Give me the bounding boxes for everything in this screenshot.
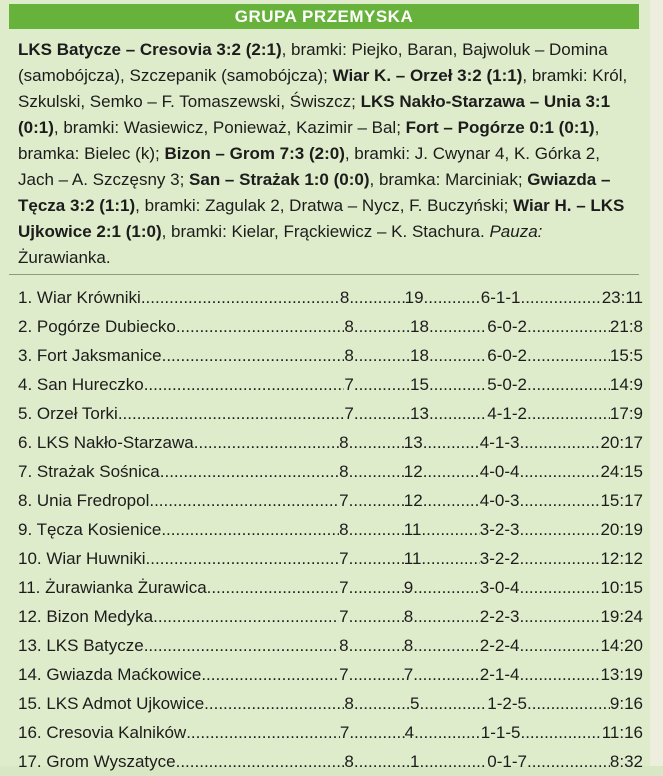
leader-dots — [520, 718, 601, 747]
table-row — [18, 544, 643, 573]
leader-dots — [413, 660, 480, 689]
matches-played: 8 — [344, 346, 354, 365]
leader-dots — [519, 428, 600, 457]
goals: 20:19 — [600, 520, 643, 539]
table-row — [18, 486, 643, 515]
leader-dots — [204, 689, 344, 718]
leader-dots — [149, 486, 339, 515]
leader-dots — [421, 515, 479, 544]
win-draw-loss: 2-2-3 — [479, 607, 520, 626]
scorers-text: , bramki: Wasiewicz, Ponieważ, Kazimir – Bal; — [53, 118, 406, 137]
scorers-text: , bramki: J. Cwynar 4, K. Górka 2, Jach – A. Szczęsny 3; — [18, 144, 600, 189]
leader-dots — [519, 457, 600, 486]
win-draw-loss: 6-1-1 — [480, 288, 521, 307]
leader-dots — [413, 631, 480, 660]
leader-dots — [201, 660, 339, 689]
matches-played: 7 — [344, 404, 354, 423]
win-draw-loss: 6-0-2 — [487, 317, 527, 336]
leader-dots — [354, 689, 410, 718]
goals: 19:24 — [600, 607, 643, 626]
team-name: 4. San Hureczko — [18, 375, 144, 394]
match-score: Wiar K. – Orzeł 3:2 (1:1) — [332, 66, 523, 85]
goals: 21:8 — [609, 317, 643, 336]
leader-dots — [161, 515, 339, 544]
team-name: 5. Orzeł Torki — [18, 404, 118, 423]
leader-dots — [354, 341, 410, 370]
leader-dots — [429, 341, 487, 370]
matches-played: 7 — [339, 607, 349, 626]
leader-dots — [146, 544, 340, 573]
leader-dots — [527, 689, 610, 718]
matches-played: 8 — [339, 288, 350, 307]
leader-dots — [349, 660, 404, 689]
table-row — [18, 718, 643, 747]
team-name: 10. Wiar Huwniki — [18, 549, 146, 568]
points: 8 — [403, 607, 414, 626]
goals: 8:32 — [609, 752, 643, 771]
leader-dots — [176, 312, 345, 341]
table-row — [18, 312, 643, 341]
scorers-text: , bramka: Bielec (k); — [18, 118, 600, 163]
leader-dots — [194, 428, 339, 457]
leader-dots — [519, 631, 600, 660]
page-edge — [650, 0, 663, 766]
points: 5 — [410, 694, 420, 713]
points: 18 — [410, 346, 429, 365]
goals: 14:20 — [600, 636, 643, 655]
win-draw-loss: 4-1-3 — [479, 433, 520, 452]
win-draw-loss: 1-2-5 — [487, 694, 527, 713]
matches-played: 7 — [344, 375, 354, 394]
scorers-text: , bramki: Kielar, Frąckiewicz – K. Stachura. — [161, 222, 490, 241]
leader-dots — [349, 602, 404, 631]
matches-played: 7 — [339, 665, 349, 684]
leader-dots — [413, 573, 480, 602]
table-row — [18, 689, 643, 718]
team-name: 3. Fort Jaksmanice — [18, 346, 162, 365]
match-score: Fort – Pogórze 0:1 (0:1) — [405, 118, 595, 137]
team-name: 11. Żurawianka Żurawica — [18, 578, 207, 597]
table-row — [18, 631, 643, 660]
match-score: LKS Nakło-Starzawa – Unia 3:1 (0:1) — [18, 92, 611, 137]
table-row — [18, 399, 643, 428]
leader-dots — [144, 370, 345, 399]
leader-dots — [354, 399, 410, 428]
points: 7 — [403, 665, 414, 684]
goals: 15:17 — [600, 491, 643, 510]
leader-dots — [527, 399, 610, 428]
leader-dots — [421, 544, 479, 573]
leader-dots — [349, 457, 404, 486]
win-draw-loss: 3-2-2 — [479, 549, 520, 568]
goals: 24:15 — [600, 462, 643, 481]
leader-dots — [527, 747, 610, 776]
goals: 11:16 — [601, 723, 643, 742]
leader-dots — [520, 283, 601, 312]
points: 11 — [403, 549, 422, 568]
points: 9 — [403, 578, 414, 597]
scorers-text: , bramki: Król, Szkulski, Semko – F. Tomaszewski, Świszcz; — [18, 66, 628, 111]
leader-dots — [423, 486, 480, 515]
leader-dots — [519, 544, 600, 573]
matches-played: 7 — [339, 549, 349, 568]
leader-dots — [349, 718, 404, 747]
win-draw-loss: 2-2-4 — [479, 636, 520, 655]
team-name: 6. LKS Nakło-Starzawa — [18, 433, 194, 452]
leader-dots — [176, 747, 345, 776]
leader-dots — [429, 370, 487, 399]
win-draw-loss: 2-1-4 — [479, 665, 520, 684]
points: 13 — [410, 404, 429, 423]
points: 11 — [403, 520, 422, 539]
leader-dots — [519, 486, 600, 515]
points: 4 — [404, 723, 415, 742]
table-row — [18, 428, 643, 457]
leader-dots — [153, 602, 339, 631]
table-row — [18, 602, 643, 631]
team-name: 12. Bizon Medyka — [18, 607, 154, 626]
matches-played: 8 — [339, 433, 349, 452]
win-draw-loss: 3-2-3 — [479, 520, 520, 539]
leader-dots — [519, 660, 600, 689]
scorers-text: Żurawianka. — [18, 248, 111, 267]
leader-dots — [420, 747, 488, 776]
goals: 12:12 — [600, 549, 643, 568]
points: 13 — [403, 433, 423, 452]
goals: 20:17 — [600, 433, 643, 452]
leader-dots — [423, 457, 480, 486]
leader-dots — [349, 515, 404, 544]
team-name: 9. Tęcza Kosienice — [18, 520, 162, 539]
win-draw-loss: 4-0-4 — [479, 462, 520, 481]
leader-dots — [162, 341, 345, 370]
leader-dots — [519, 602, 600, 631]
matches-played: 8 — [339, 520, 349, 539]
leader-dots — [160, 457, 339, 486]
win-draw-loss: 0-1-7 — [487, 752, 527, 771]
table-row — [18, 457, 643, 486]
goals: 17:9 — [609, 404, 643, 423]
match-score: LKS Batycze – Cresovia 3:2 (2:1) — [18, 40, 282, 59]
matches-played: 8 — [344, 752, 354, 771]
leader-dots — [144, 631, 339, 660]
scorers-text: , bramki: Piejko, Baran, Bajwoluk – Domina (samobójcza), Szczepanik (samobójcza); — [18, 40, 608, 85]
matches-played: 8 — [344, 317, 354, 336]
win-draw-loss: 6-0-2 — [487, 346, 527, 365]
matches-played: 7 — [339, 491, 349, 510]
match-score: Gwiazda – Tęcza 3:2 (1:1) — [18, 170, 611, 215]
matches-played: 7 — [339, 723, 350, 742]
win-draw-loss: 4-1-2 — [487, 404, 527, 423]
team-name: 8. Unia Fredropol — [18, 491, 150, 510]
leader-dots — [413, 602, 480, 631]
match-score: Bizon – Grom 7:3 (2:0) — [164, 144, 345, 163]
goals: 14:9 — [609, 375, 643, 394]
points: 12 — [403, 491, 423, 510]
pause-label: Pauza: — [489, 222, 543, 241]
leader-dots — [423, 428, 480, 457]
section-header: GRUPA PRZEMYSKA — [9, 4, 639, 29]
table-row — [18, 747, 643, 776]
leader-dots — [186, 718, 340, 747]
leader-dots — [519, 573, 600, 602]
goals: 10:15 — [600, 578, 643, 597]
leader-dots — [354, 312, 410, 341]
leader-dots — [414, 718, 481, 747]
points: 19 — [404, 288, 424, 307]
leader-dots — [118, 399, 345, 428]
table-row — [18, 515, 643, 544]
scorers-text: , bramki: Zagulak 2, Dratwa – Nycz, F. Buczyński; — [135, 196, 514, 215]
team-name: 16. Cresovia Kalników — [18, 723, 187, 742]
matches-played: 8 — [339, 636, 349, 655]
divider — [9, 274, 639, 275]
points: 18 — [410, 317, 429, 336]
leader-dots — [354, 747, 410, 776]
team-name: 14. Gwiazda Maćkowice — [18, 665, 202, 684]
leader-dots — [349, 631, 404, 660]
table-row — [18, 341, 643, 370]
match-score: San – Strażak 1:0 (0:0) — [189, 170, 370, 189]
matches-played: 8 — [344, 694, 354, 713]
leader-dots — [527, 341, 610, 370]
leader-dots — [429, 399, 487, 428]
leader-dots — [349, 544, 404, 573]
goals: 15:5 — [609, 346, 643, 365]
goals: 9:16 — [609, 694, 643, 713]
standings-table — [18, 283, 643, 776]
matches-played: 7 — [339, 578, 349, 597]
leader-dots — [527, 312, 610, 341]
goals: 23:11 — [601, 288, 643, 307]
leader-dots — [424, 283, 481, 312]
team-name: 15. LKS Admot Ujkowice — [18, 694, 205, 713]
points: 12 — [403, 462, 423, 481]
goals: 13:19 — [600, 665, 643, 684]
leader-dots — [349, 283, 404, 312]
leader-dots — [420, 689, 488, 718]
win-draw-loss: 5-0-2 — [487, 375, 527, 394]
table-row — [18, 283, 643, 312]
win-draw-loss: 4-0-3 — [479, 491, 520, 510]
leader-dots — [349, 486, 404, 515]
match-results-text — [18, 37, 636, 271]
leader-dots — [141, 283, 340, 312]
points: 8 — [403, 636, 414, 655]
table-row — [18, 573, 643, 602]
leader-dots — [349, 428, 404, 457]
leader-dots — [354, 370, 410, 399]
points: 1 — [410, 752, 420, 771]
team-name: 1. Wiar Krówniki — [18, 288, 141, 307]
points: 15 — [410, 375, 429, 394]
leader-dots — [519, 515, 600, 544]
leader-dots — [527, 370, 610, 399]
team-name: 17. Grom Wyszatyce — [18, 752, 176, 771]
leader-dots — [349, 573, 404, 602]
table-row — [18, 370, 643, 399]
team-name: 7. Strażak Sośnica — [18, 462, 160, 481]
win-draw-loss: 1-1-5 — [480, 723, 521, 742]
team-name: 13. LKS Batycze — [18, 636, 144, 655]
win-draw-loss: 3-0-4 — [479, 578, 520, 597]
leader-dots — [429, 312, 487, 341]
scorers-text: , bramka: Marciniak; — [369, 170, 528, 189]
match-score: Wiar H. – LKS Ujkowice 2:1 (1:0) — [18, 196, 625, 241]
table-row — [18, 660, 643, 689]
leader-dots — [207, 573, 340, 602]
matches-played: 8 — [339, 462, 349, 481]
team-name: 2. Pogórze Dubiecko — [18, 317, 176, 336]
